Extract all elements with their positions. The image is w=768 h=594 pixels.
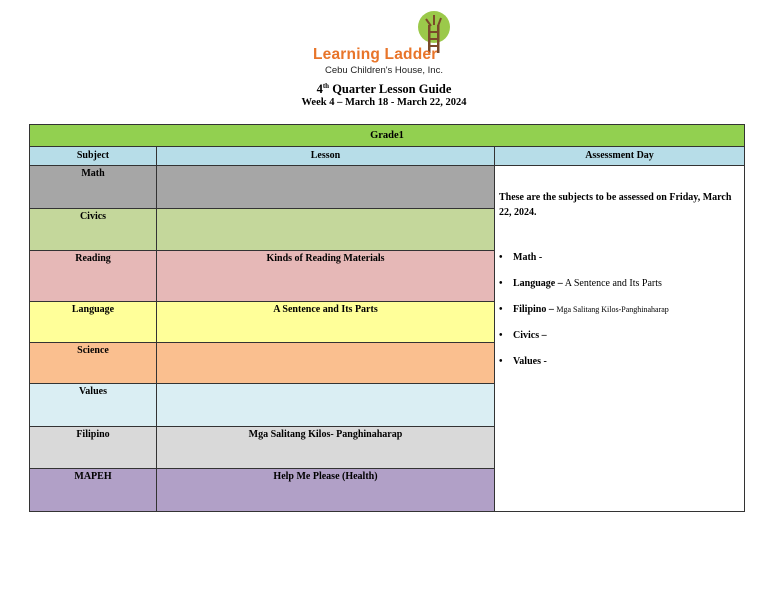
grade-header: Grade1 xyxy=(30,125,745,147)
organization-name: Cebu Children's House, Inc. xyxy=(325,65,443,76)
lesson-cell: Mga Salitang Kilos- Panghinaharap xyxy=(157,427,495,469)
bullet-icon: • xyxy=(499,252,503,263)
subject-cell: Language xyxy=(30,302,157,343)
column-header-assessment: Assessment Day xyxy=(495,147,745,166)
title-text: Quarter Lesson Guide xyxy=(329,82,452,97)
column-header-subject: Subject xyxy=(30,147,157,166)
lesson-cell: A Sentence and Its Parts xyxy=(157,302,495,343)
subject-cell: MAPEH xyxy=(30,469,157,512)
lesson-cell xyxy=(157,384,495,427)
assessment-item xyxy=(499,302,740,317)
subject-cell: Filipino xyxy=(30,427,157,469)
assessment-detail: Mga Salitang Kilos-Panghinaharap xyxy=(556,305,669,314)
subject-cell: Science xyxy=(30,343,157,384)
subject-cell: Math xyxy=(30,166,157,209)
bullet-icon: • xyxy=(499,330,503,341)
subject-cell: Reading xyxy=(30,251,157,302)
logo xyxy=(0,8,768,74)
bullet-icon: • xyxy=(499,304,503,315)
logo-wordmark: Learning Ladder xyxy=(313,46,438,63)
assessment-item xyxy=(499,276,740,291)
lesson-cell: Kinds of Reading Materials xyxy=(157,251,495,302)
subject-cell: Values xyxy=(30,384,157,427)
assessment-subject: Math - xyxy=(513,252,543,263)
assessment-subject: Language – xyxy=(513,278,563,289)
table-row xyxy=(30,166,745,209)
assessment-item xyxy=(499,328,740,343)
lesson-cell xyxy=(157,166,495,209)
assessment-intro: These are the subjects to be assessed on Friday, March 22, 2024. xyxy=(499,192,732,218)
assessment-list xyxy=(499,250,740,369)
lesson-cell xyxy=(157,343,495,384)
lesson-cell: Help Me Please (Health) xyxy=(157,469,495,512)
lesson-cell xyxy=(157,209,495,251)
assessment-subject: Filipino – xyxy=(513,304,554,315)
assessment-subject: Values - xyxy=(513,356,547,367)
title-ordinal: th xyxy=(322,82,330,90)
assessment-item xyxy=(499,250,740,265)
week-range: Week 4 – March 18 - March 22, 2024 xyxy=(301,97,467,108)
column-header-lesson: Lesson xyxy=(157,147,495,166)
document-title xyxy=(0,82,768,97)
assessment-subject: Civics – xyxy=(513,330,547,341)
lesson-guide-table xyxy=(29,124,745,512)
subject-cell: Civics xyxy=(30,209,157,251)
assessment-cell xyxy=(495,166,745,512)
title-number: 4 xyxy=(316,82,323,97)
assessment-item xyxy=(499,354,740,369)
assessment-detail: A Sentence and Its Parts xyxy=(564,278,662,289)
bullet-icon: • xyxy=(499,278,503,289)
bullet-icon: • xyxy=(499,356,503,367)
